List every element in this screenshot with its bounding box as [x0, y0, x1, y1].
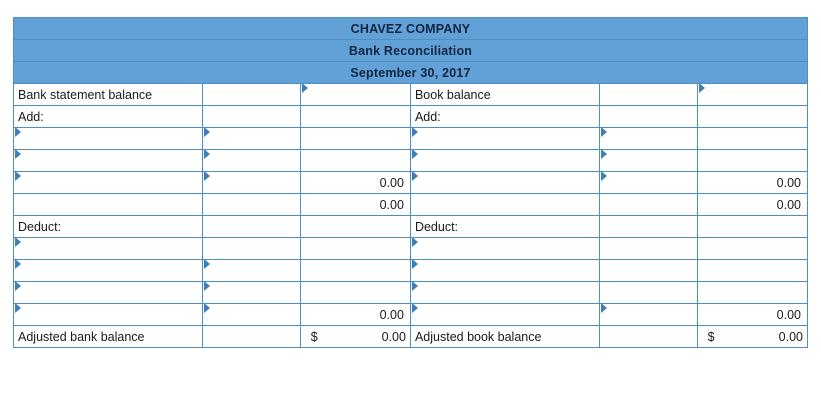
- input-marker-icon: [204, 128, 210, 138]
- book-deduct-row-1-label-cell[interactable]: [410, 238, 599, 260]
- bank-deduct-row-3-amount-cell: [300, 282, 410, 304]
- book-deduct-row-4-mid-cell[interactable]: [600, 304, 697, 326]
- table-row: [14, 238, 808, 260]
- input-marker-icon: [412, 172, 418, 182]
- book-opening-mid-cell[interactable]: [600, 84, 697, 106]
- input-marker-icon: [15, 150, 21, 160]
- table-row: [14, 304, 808, 326]
- input-marker-icon: [204, 282, 210, 292]
- input-marker-icon: [412, 238, 418, 248]
- bank-add-row-2-amount-cell: [300, 150, 410, 172]
- table-row-total: [14, 326, 808, 348]
- book-add-row-1-label-cell[interactable]: [410, 128, 599, 150]
- bank-add-subtotal-cell: [300, 194, 410, 216]
- bank-add-subtotal-value: 0.00: [379, 197, 404, 212]
- book-add-row-2-amount-cell: [697, 150, 807, 172]
- book-deduct-row-2-label-cell[interactable]: [410, 260, 599, 282]
- book-add-row-2-label-cell[interactable]: [410, 150, 599, 172]
- bank-statement-balance-label: Bank statement balance: [14, 84, 203, 106]
- bank-add-row-1-label-cell[interactable]: [14, 128, 203, 150]
- bank-deduct-header-mid-cell: [203, 216, 300, 238]
- bank-opening-amount-cell[interactable]: [300, 84, 410, 106]
- table-header-company: [14, 18, 808, 40]
- book-deduct-row-1-mid-cell: [600, 238, 697, 260]
- input-marker-icon: [302, 84, 308, 94]
- bank-deduct-header-amount-cell: [300, 216, 410, 238]
- input-marker-icon: [601, 150, 607, 160]
- book-deduct-row-2-amount-cell: [697, 260, 807, 282]
- book-add-header-mid-cell: [600, 106, 697, 128]
- bank-add-row-1-amount-cell: [300, 128, 410, 150]
- book-deduct-row-3-label-cell[interactable]: [410, 282, 599, 304]
- bank-deduct-row-1-amount-cell: [300, 238, 410, 260]
- currency-symbol: $: [707, 329, 715, 344]
- input-marker-icon: [204, 304, 210, 314]
- table-row: [14, 260, 808, 282]
- bank-deduct-row-4-mid-cell[interactable]: [203, 304, 300, 326]
- bank-deduct-row-1-label-cell[interactable]: [14, 238, 203, 260]
- input-marker-icon: [204, 260, 210, 270]
- input-marker-icon: [15, 260, 21, 270]
- book-add-row-1-amount-cell: [697, 128, 807, 150]
- book-add-row-3-mid-cell[interactable]: [600, 172, 697, 194]
- adjusted-book-balance-amount-cell: [697, 326, 807, 348]
- input-marker-icon: [601, 304, 607, 314]
- table-row: [14, 216, 808, 238]
- bank-deduct-row-3-label-cell[interactable]: [14, 282, 203, 304]
- adjusted-bank-balance-amount: 0.00: [381, 329, 406, 344]
- bank-deduct-row-1-mid-cell: [203, 238, 300, 260]
- input-marker-icon: [601, 172, 607, 182]
- adjusted-bank-balance-label: Adjusted bank balance: [14, 326, 203, 348]
- bank-add-row-3-amount-cell: [300, 172, 410, 194]
- book-add-row-3-label-cell[interactable]: [410, 172, 599, 194]
- bank-add-subtotal-mid-cell: [203, 194, 300, 216]
- book-deduct-header-mid-cell: [600, 216, 697, 238]
- table-row: [14, 128, 808, 150]
- book-deduct-row-4-label-cell[interactable]: [410, 304, 599, 326]
- book-deduct-header-amount-cell: [697, 216, 807, 238]
- input-marker-icon: [412, 260, 418, 270]
- adjusted-book-balance-label: Adjusted book balance: [410, 326, 599, 348]
- input-marker-icon: [412, 128, 418, 138]
- book-add-row-3-amount-cell: [697, 172, 807, 194]
- input-marker-icon: [15, 128, 21, 138]
- bank-add-row-3-label-cell[interactable]: [14, 172, 203, 194]
- input-marker-icon: [15, 238, 21, 248]
- bank-add-row-3-amount: 0.00: [379, 175, 404, 190]
- bank-add-header-amount-cell: [300, 106, 410, 128]
- table-row: [14, 194, 808, 216]
- input-marker-icon: [412, 150, 418, 160]
- bank-add-subtotal-label-cell: [14, 194, 203, 216]
- book-opening-amount-cell[interactable]: [697, 84, 807, 106]
- table-row: [14, 84, 808, 106]
- input-marker-icon: [15, 304, 21, 314]
- bank-deduct-row-2-label-cell[interactable]: [14, 260, 203, 282]
- table-row: [14, 172, 808, 194]
- input-marker-icon: [412, 304, 418, 314]
- statement-date: September 30, 2017: [14, 62, 808, 84]
- book-add-subtotal-cell: [697, 194, 807, 216]
- input-marker-icon: [15, 172, 21, 182]
- book-add-row-2-mid-cell[interactable]: [600, 150, 697, 172]
- book-add-header-amount-cell: [697, 106, 807, 128]
- table-row: [14, 106, 808, 128]
- adjusted-bank-balance-mid-cell: [203, 326, 300, 348]
- bank-deduct-row-2-mid-cell[interactable]: [203, 260, 300, 282]
- bank-add-header-mid-cell: [203, 106, 300, 128]
- company-name: CHAVEZ COMPANY: [14, 18, 808, 40]
- table-header-date: [14, 62, 808, 84]
- bank-deduct-subtotal-value: 0.00: [379, 307, 404, 322]
- bank-deduct-subtotal-cell: [300, 304, 410, 326]
- table-row: [14, 150, 808, 172]
- input-marker-icon: [601, 128, 607, 138]
- statement-title: Bank Reconciliation: [14, 40, 808, 62]
- bank-reconciliation-table: [13, 17, 808, 348]
- input-marker-icon: [699, 84, 705, 94]
- book-deduct-subtotal-cell: [697, 304, 807, 326]
- input-marker-icon: [204, 172, 210, 182]
- input-marker-icon: [204, 150, 210, 160]
- bank-deduct-row-3-mid-cell[interactable]: [203, 282, 300, 304]
- table-row: [14, 282, 808, 304]
- book-add-subtotal-label-cell: [410, 194, 599, 216]
- bank-add-row-2-mid-cell[interactable]: [203, 150, 300, 172]
- book-deduct-label: Deduct:: [410, 216, 599, 238]
- book-add-row-3-amount: 0.00: [776, 175, 801, 190]
- adjusted-bank-balance-amount-cell: [300, 326, 410, 348]
- adjusted-book-balance-amount: 0.00: [778, 329, 803, 344]
- bank-add-row-2-label-cell[interactable]: [14, 150, 203, 172]
- currency-symbol: $: [310, 329, 318, 344]
- input-marker-icon: [412, 282, 418, 292]
- book-balance-label: Book balance: [410, 84, 599, 106]
- bank-deduct-row-4-label-cell[interactable]: [14, 304, 203, 326]
- bank-deduct-row-2-amount-cell: [300, 260, 410, 282]
- bank-opening-mid-cell[interactable]: [203, 84, 300, 106]
- book-add-row-1-mid-cell[interactable]: [600, 128, 697, 150]
- book-add-label: Add:: [410, 106, 599, 128]
- book-add-subtotal-value: 0.00: [776, 197, 801, 212]
- input-marker-icon: [15, 282, 21, 292]
- bank-add-row-3-mid-cell[interactable]: [203, 172, 300, 194]
- bank-add-label: Add:: [14, 106, 203, 128]
- book-deduct-row-3-mid-cell: [600, 282, 697, 304]
- book-deduct-subtotal-value: 0.00: [776, 307, 801, 322]
- book-add-subtotal-mid-cell: [600, 194, 697, 216]
- bank-deduct-label: Deduct:: [14, 216, 203, 238]
- book-deduct-row-3-amount-cell: [697, 282, 807, 304]
- book-deduct-row-1-amount-cell: [697, 238, 807, 260]
- adjusted-book-balance-mid-cell: [600, 326, 697, 348]
- bank-add-row-1-mid-cell[interactable]: [203, 128, 300, 150]
- table-header-statement: [14, 40, 808, 62]
- book-deduct-row-2-mid-cell: [600, 260, 697, 282]
